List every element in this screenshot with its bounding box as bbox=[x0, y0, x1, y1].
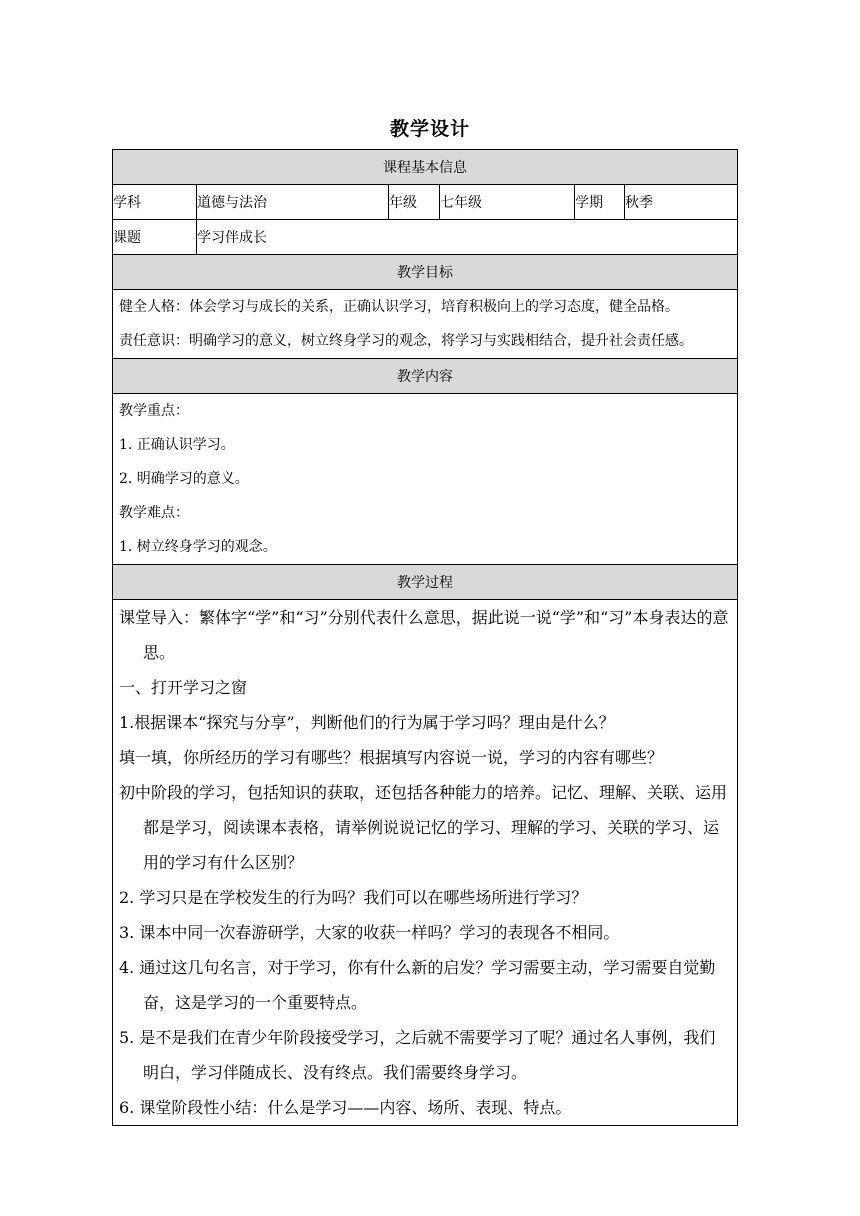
process-item: 填一填，你所经历的学习有哪些？根据填写内容说一说，学习的内容有哪些？ bbox=[119, 748, 664, 767]
term-label: 学期 bbox=[575, 185, 625, 220]
term-value: 秋季 bbox=[625, 185, 738, 220]
content-line: 1. 树立终身学习的观念。 bbox=[119, 539, 277, 555]
section-header-basic-info: 课程基本信息 bbox=[113, 150, 738, 185]
process-item: 4. 通过这几句名言，对于学习，你有什么新的启发？学习需要主动，学习需要自觉勤奋，这是学习的一个重要特点。 bbox=[119, 958, 716, 1012]
subject-value: 道德与法治 bbox=[197, 185, 389, 220]
section-header-objectives: 教学目标 bbox=[113, 255, 738, 290]
section-header-content: 教学内容 bbox=[113, 359, 738, 394]
topic-label: 课题 bbox=[113, 220, 197, 255]
process-item: 5. 是不是我们在青少年阶段接受学习，之后就不需要学习了呢？通过名人事例，我们明白，学习伴随成长、没有终点。我们需要终身学习。 bbox=[119, 1028, 716, 1082]
content-line: 教学重点： bbox=[119, 403, 189, 419]
section-header-process: 教学过程 bbox=[113, 565, 738, 600]
objective-item: 责任意识：明确学习的意义，树立终身学习的观念，将学习与实践相结合，提升社会责任感。 bbox=[119, 333, 693, 349]
process-cell bbox=[113, 600, 738, 1126]
content-line: 1. 正确认识学习。 bbox=[119, 437, 235, 453]
grade-value: 七年级 bbox=[440, 185, 575, 220]
lesson-plan-table bbox=[112, 149, 738, 1126]
topic-value: 学习伴成长 bbox=[197, 220, 738, 255]
process-item: 6. 课堂阶段性小结：什么是学习——内容、场所、表现、特点。 bbox=[119, 1098, 572, 1117]
objectives-cell bbox=[113, 290, 738, 359]
process-item: 课堂导入：繁体字“学”和“习”分别代表什么意思，据此说一说“学”和“习”本身表达的意思。 bbox=[119, 608, 729, 662]
subject-label: 学科 bbox=[113, 185, 197, 220]
process-item: 3. 课本中同一次春游研学，大家的收获一样吗？学习的表现各不相同。 bbox=[119, 923, 620, 942]
objective-item: 健全人格：体会学习与成长的关系，正确认识学习，培育积极向上的学习态度，健全品格。 bbox=[119, 299, 679, 315]
basic-info-row bbox=[113, 185, 738, 220]
document-title: 教学设计 bbox=[389, 118, 470, 140]
content-line: 教学难点： bbox=[119, 505, 189, 521]
process-item: 1.根据课本“探究与分享”，判断他们的行为属于学习吗？理由是什么？ bbox=[119, 713, 615, 732]
grade-label: 年级 bbox=[389, 185, 440, 220]
content-line: 2. 明确学习的意义。 bbox=[119, 471, 249, 487]
topic-row bbox=[113, 220, 738, 255]
content-cell bbox=[113, 394, 738, 565]
process-item: 2. 学习只是在学校发生的行为吗？我们可以在哪些场所进行学习？ bbox=[119, 888, 588, 907]
process-item: 初中阶段的学习，包括知识的获取，还包括各种能力的培养。记忆、理解、关联、运用都是学习，阅读课本表格，请举例说说记忆的学习、理解的学习、关联的学习、运用的学习有什么区别？ bbox=[119, 783, 728, 872]
process-item: 一、打开学习之窗 bbox=[119, 678, 248, 697]
